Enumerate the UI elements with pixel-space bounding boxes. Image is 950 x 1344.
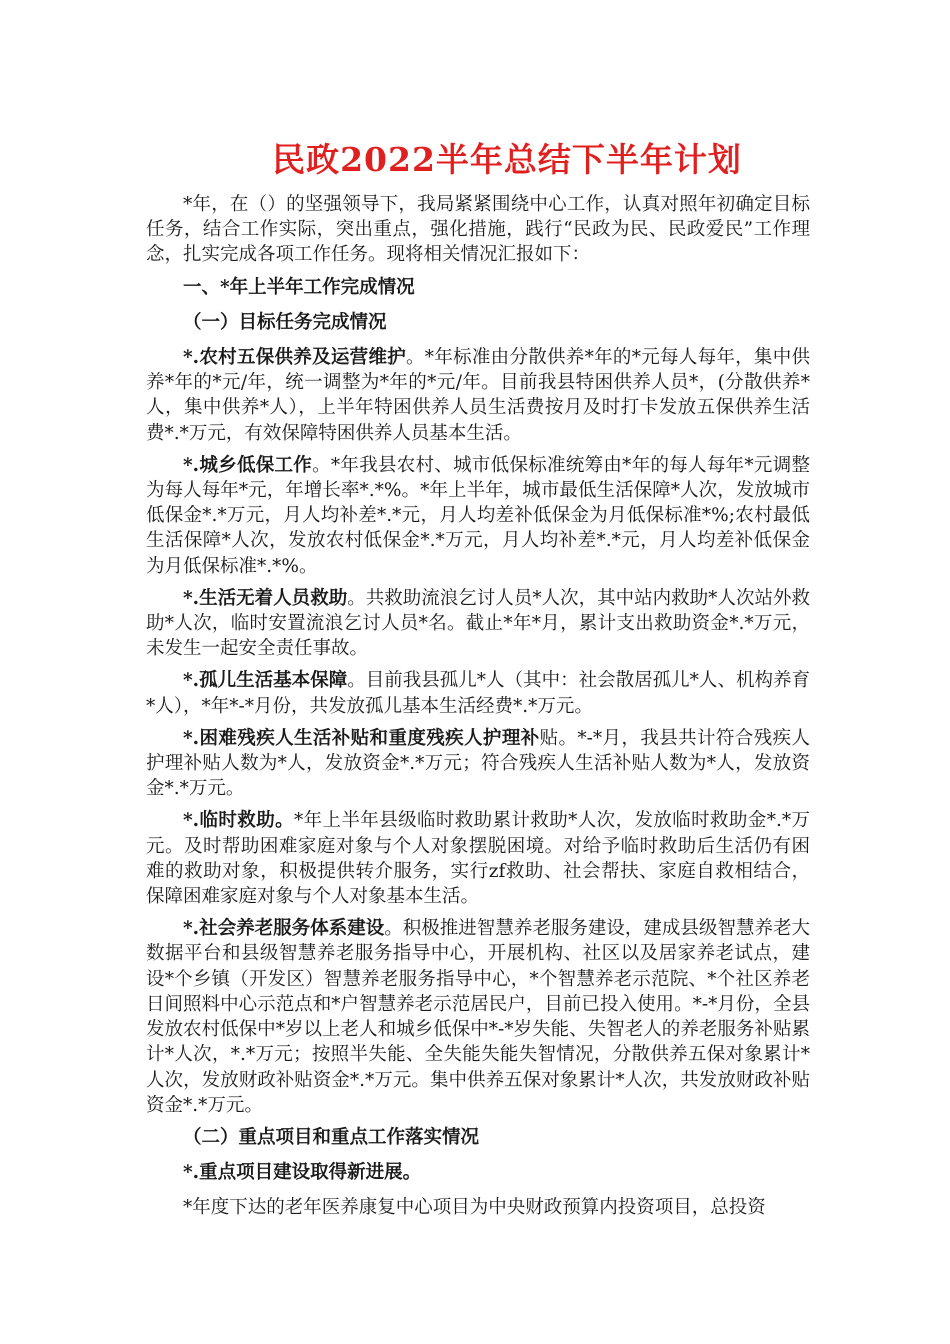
item-paragraph-1 (146, 345, 810, 446)
item-text: *年上半年县级临时救助累计救助*人次，发放临时救助金*.*万元。及时帮助困难家庭对象与个人对象摆脱困境。对给予临时救助后生活仍有困难的救助对象，积极提供转介服务，实行zf救助、社会帮扶、家庭自救相结合，保障困难家庭对象与个人对象基本生活。 (146, 810, 810, 908)
subsection-heading-2: （二）重点项目和重点工作落实情况 (183, 1126, 480, 1148)
item-lead: *.孤儿生活基本保障 (183, 670, 348, 692)
item-lead: *.困难残疾人生活补贴和重度残疾人护理补 (183, 727, 540, 749)
item-paragraph-6 (146, 808, 810, 909)
item-lead: *.生活无着人员救助 (183, 587, 348, 609)
item-paragraph-3 (146, 586, 810, 662)
subsection-item-heading: *.重点项目建设取得新进展。 (183, 1162, 422, 1184)
item-text: 贴。*-*月，我县共计符合残疾人护理补贴人数为*人，发放资金*.*万元；符合残疾人生活补贴人数为*人，发放资金*.*万元。 (146, 727, 810, 800)
item-text: 。积极推进智慧养老服务建设，建成县级智慧养老大数据平台和县级智慧养老服务指导中心，开展机构、社区以及居家养老试点，建设*个乡镇（开发区）智慧养老服务指导中心，*个智慧养老示范院、*个社区养老日间照料中心示范点和*户智慧养老示范居民户，目前已投入使用。*-*月份，全县发放农村低保中*岁以上老人和城乡低保中*-*岁失能、失智老人的养老服务补贴累计*人次，*.*万元；按照半失能、全失能失能失智情况，分散供养五保对象累计*人次，发放财政补贴资金*.*万元。集中供养五保对象累计*人次，共发放财政补贴资金*.*万元。 (146, 918, 810, 1116)
document-page (146, 136, 810, 1228)
item-paragraph-7 (146, 916, 810, 1118)
item-lead: *.城乡低保工作 (183, 454, 313, 476)
item-text: 。共救助流浪乞讨人员*人次，其中站内救助*人次站外救助*人次，临时安置流浪乞讨人员*名。截止*年*月，累计支出救助资金*.*万元，未发生一起安全责任事故。 (146, 587, 810, 660)
section-heading-1: 一、*年上半年工作完成情况 (183, 276, 415, 298)
item-paragraph-4 (146, 668, 810, 718)
item-lead: *.社会养老服务体系建设 (183, 918, 385, 940)
intro-paragraph: *年，在（）的坚强领导下，我局紧紧围绕中心工作，认真对照年初确定目标任务，结合工作实际，突出重点，强化措施，践行“民政为民、民政爱民”工作理念，扎实完成各项工作任务。现将相关情况汇报如下： (146, 194, 810, 266)
item-lead: *.临时救助。 (183, 810, 294, 832)
item-lead: *.农村五保供养及运营维护 (183, 347, 407, 369)
document-title: 民政2022半年总结下半年计划 (272, 140, 742, 179)
item-text: 。*年我县农村、城市低保标准统筹由*年的每人每年*元调整为每人每年*元，年增长率*.*%。*年上半年，城市最低生活保障*人次，发放城市低保金*.*万元，月人均补差*.*元，月人均差补低保金为月低保标准*%;农村最低生活保障*人次，发放农村低保金*.*万元，月人均补差*.*元，月人均差补低保金为月低保标准*.*%。 (146, 454, 810, 577)
item-paragraph-5 (146, 726, 810, 802)
item-text: 。目前我县孤儿*人（其中：社会散居孤儿*人、机构养育*人），*年*-*月份，共发放孤儿基本生活经费*.*万元。 (146, 670, 810, 717)
final-paragraph: *年度下达的老年医养康复中心项目为中央财政预算内投资项目，总投资 (183, 1197, 766, 1219)
item-paragraph-2 (146, 453, 810, 579)
subsection-heading-1: （一）目标任务完成情况 (183, 311, 387, 333)
item-text: 。*年标准由分散供养*年的*元每人每年，集中供养*年的*元/年，统一调整为*年的*元/年。目前我县特困供养人员*，(分散供养*人，集中供养*人），上半年特困供养人员生活费按月及时打卡发放五保供养生活费*.*万元，有效保障特困供养人员基本生活。 (146, 347, 810, 444)
